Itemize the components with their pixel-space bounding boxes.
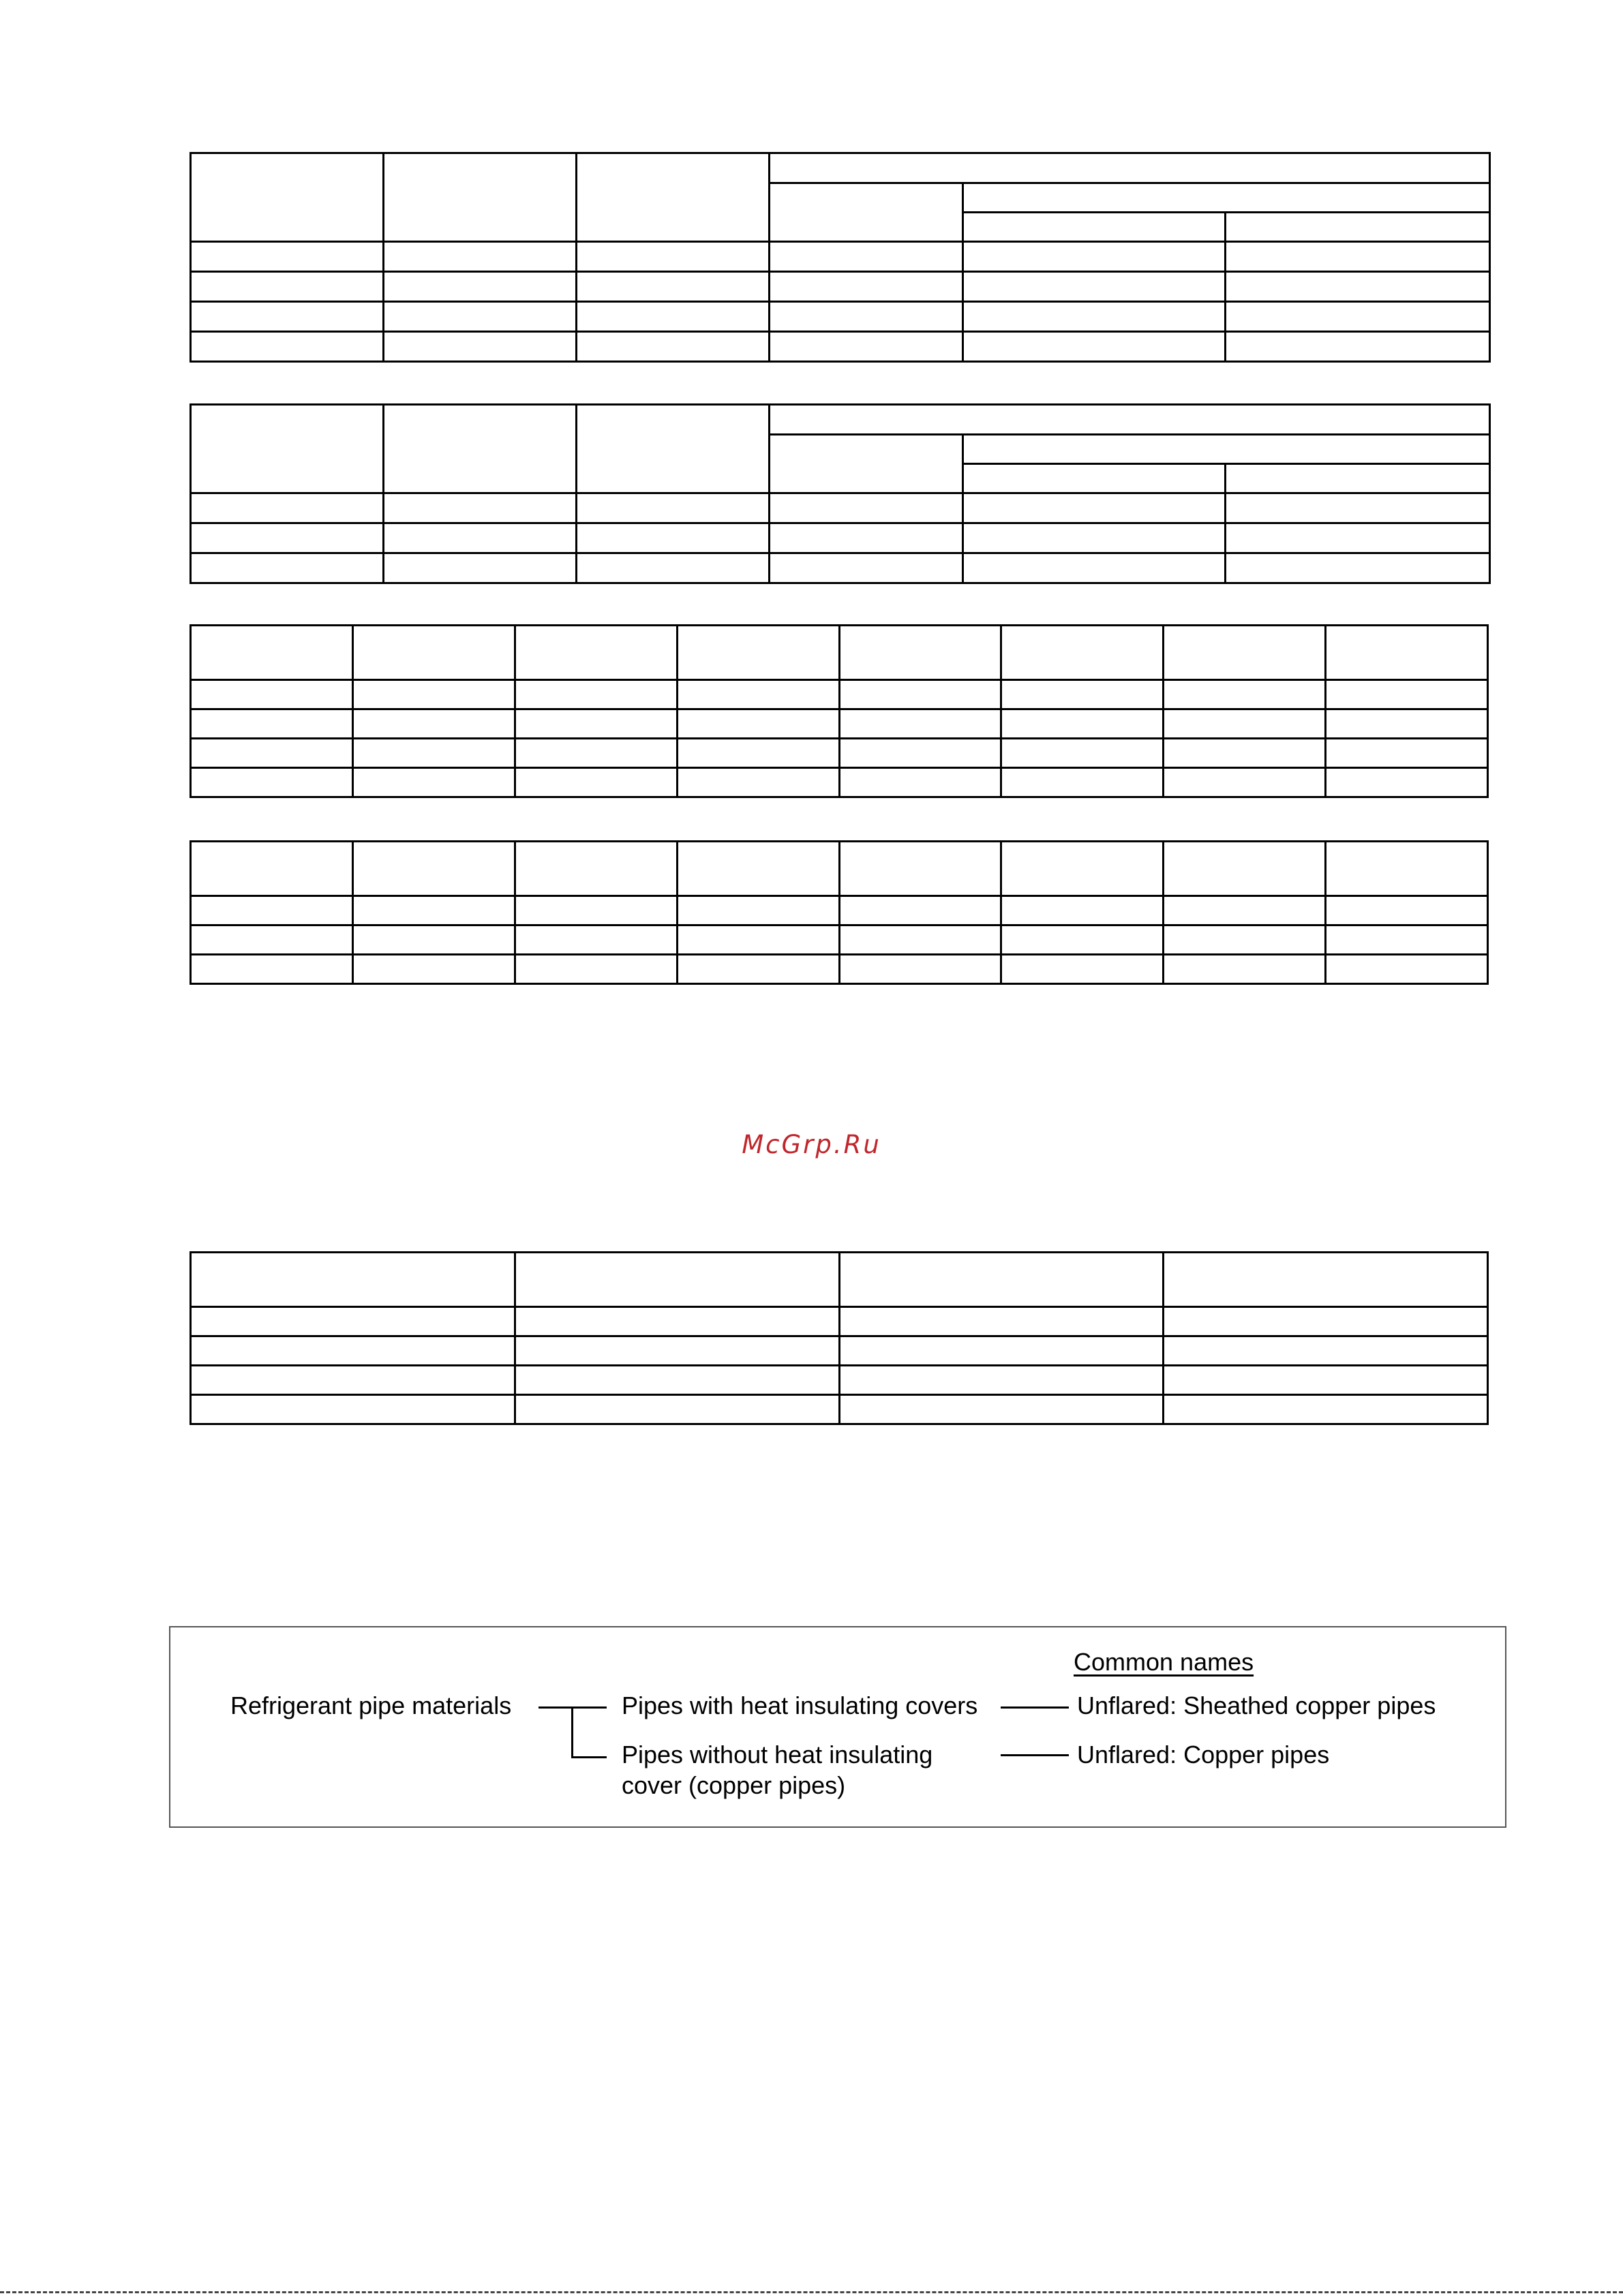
root-label: Refrigerant pipe materials [230,1692,512,1719]
name-covered: Unflared: Sheathed copper pipes [1077,1692,1436,1719]
common-names-heading: Common names [1074,1648,1254,1676]
tree-connector-vertical [571,1706,573,1758]
tree-connector-branch [571,1756,607,1758]
connector-covered [1001,1706,1069,1709]
branch-covered: Pipes with heat insulating covers [622,1692,978,1719]
spec-table-2 [189,403,1491,584]
refrigerant-note-box [169,1626,1506,1828]
branch-uncovered-line1: Pipes without heat insulating [622,1741,933,1769]
spec-table-3 [189,624,1489,798]
name-uncovered: Unflared: Copper pipes [1077,1741,1330,1769]
connector-uncovered [1001,1754,1069,1756]
bottom-rule [0,2291,1623,2293]
spec-table-1 [189,152,1491,363]
watermark: McGrp.Ru [742,1130,881,1159]
branch-uncovered-line2: cover (copper pipes) [622,1771,846,1799]
spec-table-5 [189,1251,1489,1425]
spec-table-4 [189,840,1489,985]
